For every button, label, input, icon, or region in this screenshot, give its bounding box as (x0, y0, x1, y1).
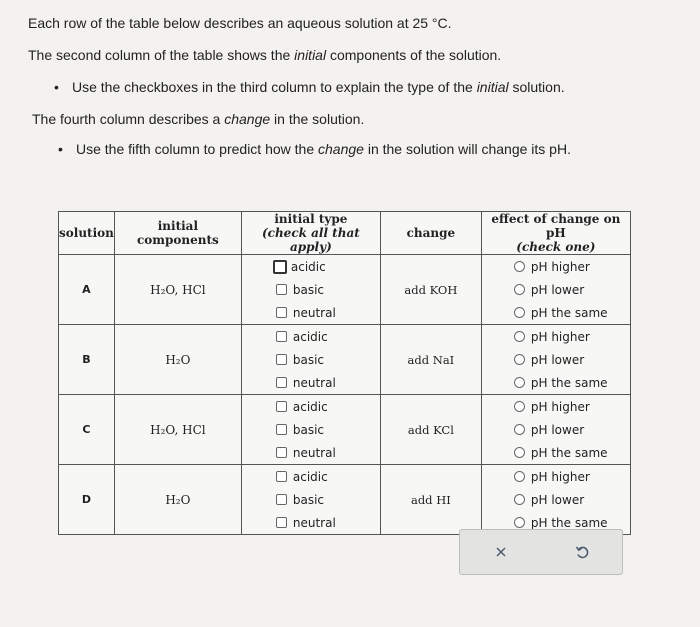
checkbox[interactable] (276, 284, 287, 295)
type-option-neutral[interactable] (242, 511, 380, 534)
radio-label: pH higher (530, 259, 590, 274)
radio-button[interactable] (514, 284, 525, 295)
initial-type-cell (241, 465, 380, 535)
change-text: add KCl (380, 395, 481, 465)
instruction-line-2: The second column of the table shows the initial components of the solution. (28, 47, 502, 63)
x-icon (494, 545, 508, 559)
radio-label: pH the same (530, 515, 608, 530)
bullet-icon: • (54, 79, 59, 95)
checkbox-label: basic (292, 282, 325, 297)
type-option-neutral[interactable] (242, 371, 380, 394)
initial-components: H₂O (114, 325, 241, 395)
solution-label: A (59, 255, 115, 325)
effect-option[interactable] (482, 441, 630, 464)
effect-option[interactable] (482, 418, 630, 441)
radio-button[interactable] (514, 261, 525, 272)
checkbox[interactable] (276, 447, 287, 458)
checkbox[interactable] (276, 377, 287, 388)
checkbox-label: basic (292, 352, 325, 367)
initial-components: H₂O (114, 465, 241, 535)
radio-label: pH higher (530, 469, 590, 484)
solution-label: B (59, 325, 115, 395)
radio-button[interactable] (514, 377, 525, 388)
effect-cell (481, 325, 630, 395)
checkbox[interactable] (276, 401, 287, 412)
header-effect: effect of change on pH (check one) (481, 212, 630, 255)
radio-button[interactable] (514, 517, 525, 528)
radio-label: pH lower (530, 282, 585, 297)
effect-cell (481, 395, 630, 465)
checkbox-label: acidic (292, 469, 328, 484)
radio-label: pH lower (530, 492, 585, 507)
header-components: initial components (114, 212, 241, 255)
table-row (59, 255, 631, 325)
effect-cell (481, 465, 630, 535)
type-option-neutral[interactable] (242, 441, 380, 464)
solutions-table (58, 211, 631, 535)
action-bar (459, 529, 623, 575)
radio-button[interactable] (514, 401, 525, 412)
instruction-bullet-2: • Use the fifth column to predict how the change in the solution will change its pH. (58, 141, 571, 157)
effect-option[interactable] (482, 348, 630, 371)
table-row (59, 395, 631, 465)
checkbox-label: acidic (292, 399, 328, 414)
checkbox-label: neutral (292, 515, 336, 530)
type-option-acidic[interactable] (242, 325, 380, 348)
bullet-icon: • (58, 141, 63, 157)
radio-button[interactable] (514, 494, 525, 505)
effect-option[interactable] (482, 301, 630, 324)
header-solution: solution (59, 212, 115, 255)
effect-option[interactable] (482, 488, 630, 511)
type-option-basic[interactable] (242, 348, 380, 371)
radio-label: pH higher (530, 399, 590, 414)
checkbox[interactable] (276, 354, 287, 365)
checkbox[interactable] (276, 307, 287, 318)
checkbox[interactable] (276, 471, 287, 482)
radio-label: pH higher (530, 329, 590, 344)
instruction-bullet-1: • Use the checkboxes in the third column to explain the type of the initial solution. (54, 79, 565, 95)
type-option-neutral[interactable] (242, 301, 380, 324)
type-option-basic[interactable] (242, 488, 380, 511)
effect-option[interactable] (482, 371, 630, 394)
effect-option[interactable] (482, 255, 630, 278)
radio-button[interactable] (514, 354, 525, 365)
type-option-basic[interactable] (242, 418, 380, 441)
table-row (59, 465, 631, 535)
radio-label: pH the same (530, 445, 608, 460)
effect-cell (481, 255, 630, 325)
effect-option[interactable] (482, 395, 630, 418)
checkbox-label: basic (292, 492, 325, 507)
radio-button[interactable] (514, 331, 525, 342)
table-row (59, 325, 631, 395)
radio-button[interactable] (514, 424, 525, 435)
checkbox-label: neutral (292, 375, 336, 390)
radio-button[interactable] (514, 471, 525, 482)
checkbox-label: neutral (292, 445, 336, 460)
radio-label: pH the same (530, 305, 608, 320)
initial-type-cell (241, 325, 380, 395)
clear-button[interactable] (460, 530, 541, 574)
initial-type-cell (241, 255, 380, 325)
header-type: initial type (check all that apply) (241, 212, 380, 255)
type-option-basic[interactable] (242, 278, 380, 301)
header-change: change (380, 212, 481, 255)
effect-option[interactable] (482, 325, 630, 348)
undo-button[interactable] (541, 530, 622, 574)
effect-option[interactable] (482, 465, 630, 488)
checkbox[interactable] (276, 331, 287, 342)
type-option-acidic[interactable] (242, 255, 380, 278)
undo-icon (574, 544, 590, 560)
type-option-acidic[interactable] (242, 465, 380, 488)
radio-button[interactable] (514, 447, 525, 458)
solution-label: D (59, 465, 115, 535)
checkbox[interactable] (276, 494, 287, 505)
radio-label: pH lower (530, 422, 585, 437)
type-option-acidic[interactable] (242, 395, 380, 418)
change-text: add HI (380, 465, 481, 535)
effect-option[interactable] (482, 278, 630, 301)
initial-type-cell (241, 395, 380, 465)
initial-components: H₂O, HCl (114, 255, 241, 325)
checkbox[interactable] (276, 517, 287, 528)
initial-components: H₂O, HCl (114, 395, 241, 465)
change-text: add KOH (380, 255, 481, 325)
checkbox-label: acidic (292, 329, 328, 344)
checkbox[interactable] (276, 424, 287, 435)
radio-label: pH lower (530, 352, 585, 367)
radio-button[interactable] (514, 307, 525, 318)
checkbox-label: neutral (292, 305, 336, 320)
checkbox-label: acidic (290, 259, 326, 274)
radio-label: pH the same (530, 375, 608, 390)
instruction-line-3: The fourth column describes a change in the solution. (32, 111, 365, 127)
checkbox-label: basic (292, 422, 325, 437)
solution-label: C (59, 395, 115, 465)
checkbox[interactable] (273, 260, 287, 274)
instruction-line-1: Each row of the table below describes an aqueous solution at 25 °C. (28, 15, 452, 31)
change-text: add NaI (380, 325, 481, 395)
